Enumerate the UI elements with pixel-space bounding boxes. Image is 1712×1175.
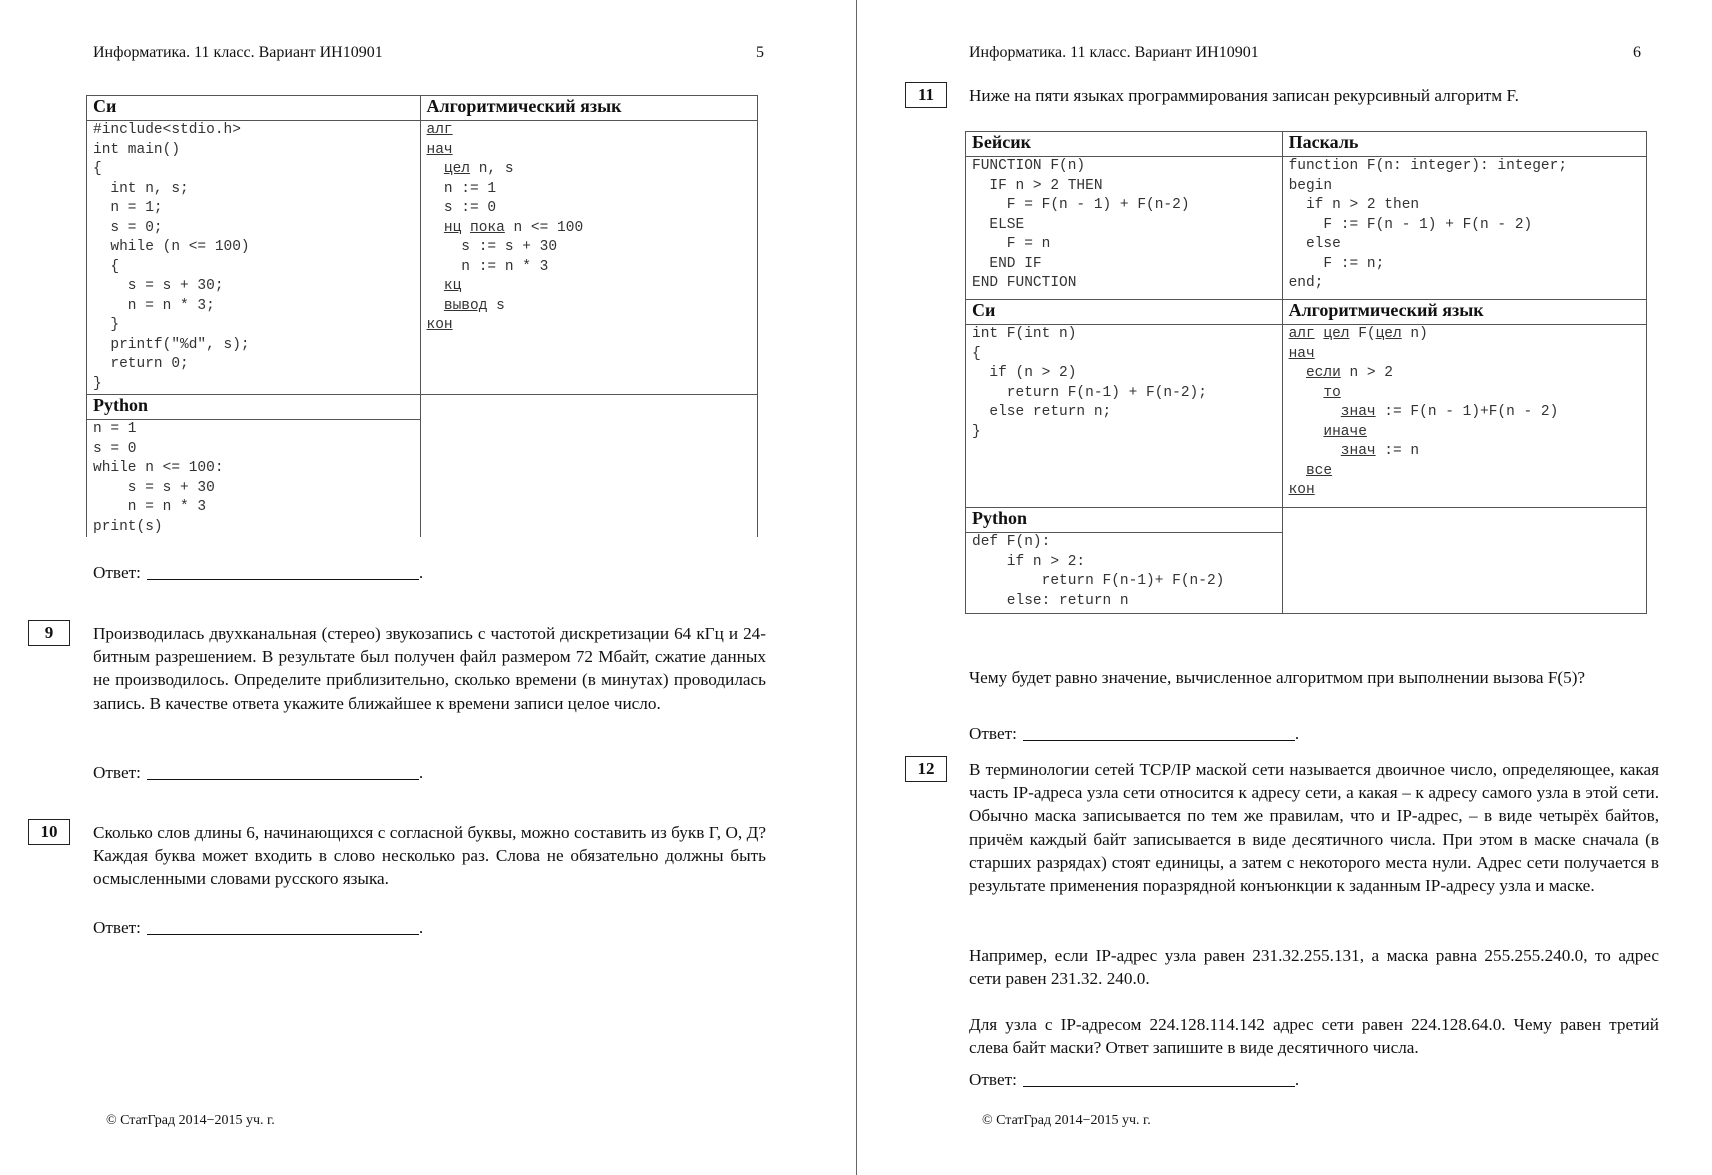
page-number: 6 [1633, 44, 1641, 61]
keyword: то [1323, 384, 1341, 401]
page-number: 5 [756, 44, 764, 61]
question-9-text: Производилась двухканальная (стерео) звукозапись с частотой дискретизации 64 кГц и 24-битным разрешением. В результате был получен файл размером 72 Мбайт, сжатие данных не производилось. Определите приблизительно, сколько времени (в минутах) проводилась запись. В качестве ответа укажите ближайшее к времени записи целое число. [93, 624, 766, 713]
question-12-text: В терминологии сетей TCP/IP маской сети называется двоичное число, определяющее, какая часть IP-адреса узла сети относится к адресу сети, а какая – к адресу самого узла в этой сети. Обычно маска записывается по тем же правилам, что и IP-адрес, – в виде четырёх байтов, причём каждый байт записывается в виде десятичного числа. При этом в маске сначала (в старших разрядах) стоят единицы, а затем с некоторого места нули. Адрес сети получается в результате применения поразрядной конъюнкции к заданным IP-адресу узла и маске. [969, 760, 1659, 896]
answer-q9: Ответ: . [93, 763, 424, 782]
keyword: нач [426, 141, 453, 158]
keyword: цел [1375, 326, 1402, 342]
answer-q10: Ответ: . [93, 918, 424, 937]
alg-header: Алгоритмический язык [1282, 300, 1646, 325]
keyword: знач [1340, 404, 1376, 420]
c-header: Си [87, 96, 421, 121]
keyword: знач [1340, 443, 1376, 459]
python-code: def F(n): if n > 2: return F(n-1)+ F(n-2) else: return n [972, 534, 1225, 609]
question-number-9: 9 [28, 620, 70, 646]
keyword: алг [1288, 326, 1315, 342]
python-header: Python [966, 508, 1283, 533]
code-table-q11 [965, 131, 1647, 614]
keyword: кон [1288, 482, 1315, 498]
question-12-example: Например, если IP-адрес узла равен 231.32.255.131, а маска равна 255.255.240.0, то адрес сети равен 231.32. 240.0. [969, 946, 1659, 989]
page-header: Информатика. 11 класс. Вариант ИН10901 [969, 44, 1259, 61]
answer-line [147, 778, 419, 780]
answer-line [147, 578, 419, 580]
page-header: Информатика. 11 класс. Вариант ИН10901 [93, 44, 383, 61]
question-11-text: Чему будет равно значение, вычисленное алгоритмом при выполнении вызова F(5)? [969, 668, 1586, 687]
basic-header: Бейсик [966, 132, 1283, 157]
keyword: нц [443, 219, 462, 236]
pascal-header: Паскаль [1282, 132, 1646, 157]
alg-code: алг цел F(цел n) нач если n > 2 то знач := F(n - 1)+F(n - 2) иначе знач := n все кон [1288, 326, 1559, 498]
answer-q8: Ответ: . [93, 563, 424, 582]
keyword: кон [426, 317, 453, 333]
keyword: если [1305, 365, 1341, 381]
python-code: n = 1 s = 0 while n <= 100: s = s + 30 n = n * 3 print(s) [93, 421, 224, 535]
keyword: иначе [1323, 423, 1367, 440]
question-number-10: 10 [28, 819, 70, 845]
answer-q12: Ответ: . [969, 1070, 1300, 1089]
keyword: пока [470, 219, 505, 236]
alg-header: Алгоритмический язык [420, 96, 758, 121]
python-header: Python [87, 395, 421, 420]
keyword: нач [1288, 345, 1315, 362]
c-code: #include<stdio.h> int main() { int n, s; n = 1; s = 0; while (n <= 100) { s = s + 30; n = n * 3; } printf("%d", s); return 0; } [93, 122, 250, 392]
alg-code: алг нач цел n, s n := 1 s := 0 нц пока n <= 100 s := s + 30 n := n * 3 кц вывод s кон [426, 122, 584, 333]
page-footer: © СтатГрад 2014−2015 уч. г. [106, 1113, 275, 1128]
answer-label: Ответ: [969, 724, 1017, 743]
question-number-12: 12 [905, 756, 947, 782]
right-page [857, 0, 1712, 1175]
answer-line [147, 933, 419, 935]
answer-label: Ответ: [969, 1070, 1017, 1089]
question-12-task: Для узла с IP-адресом 224.128.114.142 адрес сети равен 224.128.64.0. Чему равен третий слева байт маски? Ответ запишите в виде десятичного числа. [969, 1015, 1659, 1058]
keyword: все [1305, 462, 1333, 479]
question-11-intro: Ниже на пяти языках программирования записан рекурсивный алгоритм F. [969, 86, 1519, 105]
answer-line [1023, 739, 1295, 741]
question-10-text: Сколько слов длины 6, начинающихся с согласной буквы, можно составить из букв Г, О, Д? Каждая буква может входить в слово несколько раз. Слова не обязательно должны быть осмысленными словами русского языка. [93, 823, 766, 889]
c-header: Си [966, 300, 1283, 325]
keyword: вывод [443, 297, 488, 314]
code-table-q8 [86, 95, 758, 537]
basic-code: FUNCTION F(n) IF n > 2 THEN F = F(n - 1) + F(n-2) ELSE F = n END IF END FUNCTION [972, 158, 1190, 291]
keyword: цел [443, 161, 471, 177]
question-number-11: 11 [905, 82, 947, 108]
answer-label: Ответ: [93, 563, 141, 582]
answer-line [1023, 1085, 1295, 1087]
keyword: алг [426, 122, 453, 138]
answer-label: Ответ: [93, 763, 141, 782]
pascal-code: function F(n: integer): integer; begin if n > 2 then F := F(n - 1) + F(n - 2) else F := n; end; [1288, 158, 1568, 291]
c-code: int F(int n) { if (n > 2) return F(n-1) + F(n-2); else return n; } [972, 326, 1207, 440]
keyword: кц [443, 278, 462, 294]
keyword: цел [1323, 326, 1350, 342]
page-footer: © СтатГрад 2014−2015 уч. г. [982, 1113, 1151, 1128]
answer-label: Ответ: [93, 918, 141, 937]
answer-q11: Ответ: . [969, 724, 1300, 743]
